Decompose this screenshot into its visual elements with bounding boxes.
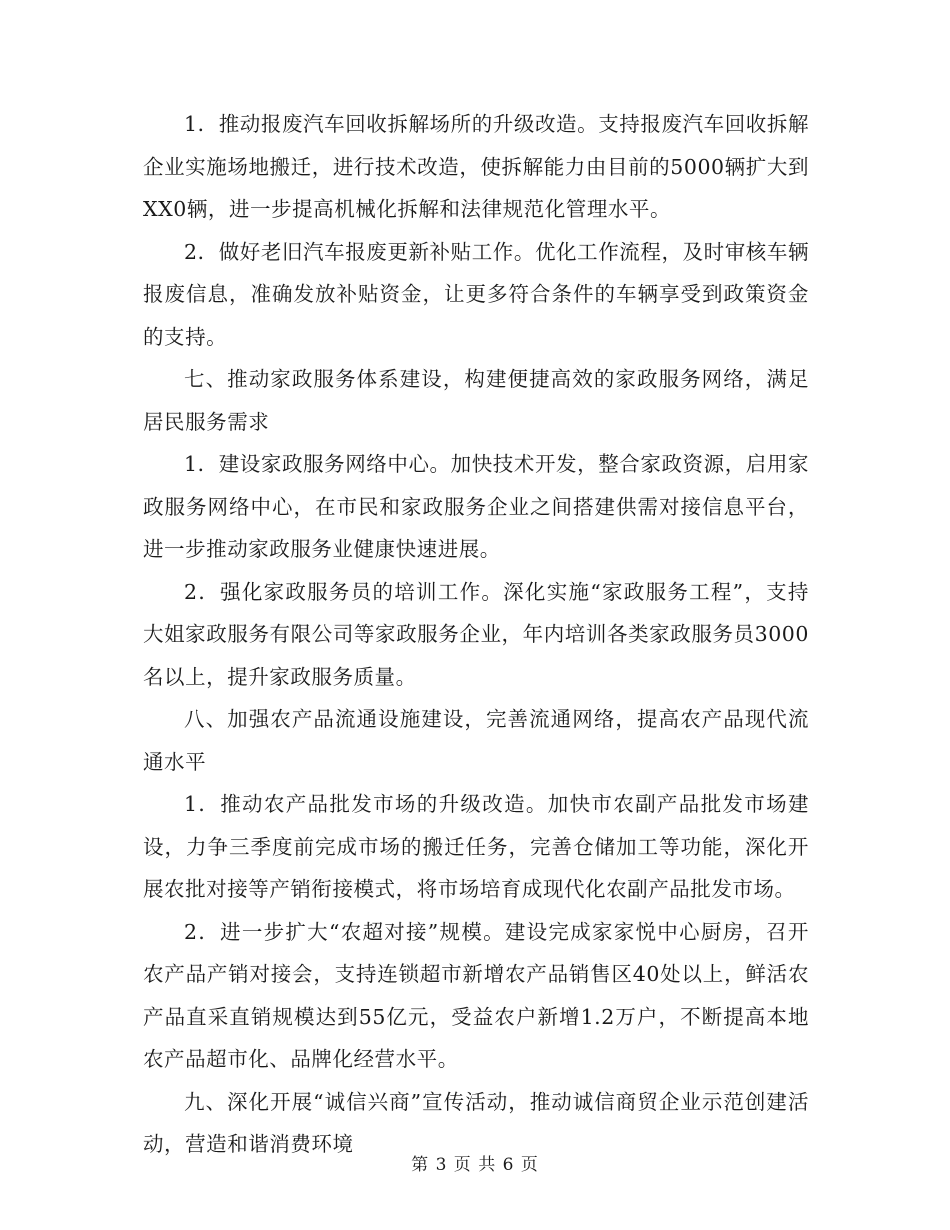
page-footer bbox=[0, 1150, 950, 1175]
paragraph-farm-supermarket-docking: 2．进一步扩大“农超对接”规模。建设完成家家悦中心厨房，召开农产品产销对接会，支持连锁超市新增农产品销售区40处以上，鲜活农产品直采直销规模达到55亿元，受益农户新增1.2万户，不断提高本地农产品超市化、品牌化经营水平。 bbox=[143, 919, 809, 1071]
paragraph-wholesale-market-upgrade: 1．推动农产品批发市场的升级改造。加快市农副产品批发市场建设，力争三季度前完成市场的搬迁任务，完善仓储加工等功能，深化开展农批对接等产销衔接模式，将市场培育成现代化农副产品批发市场。 bbox=[143, 792, 809, 901]
section-heading-agricultural-circulation: 八、加强农产品流通设施建设，完善流通网络，提高农产品现代流通水平 bbox=[143, 707, 809, 774]
paragraph-housekeeping-network-center: 1．建设家政服务网络中心。加快技术开发，整合家政资源，启用家政服务网络中心，在市民和家政服务企业之间搭建供需对接信息平台，进一步推动家政服务业健康快速进展。 bbox=[143, 452, 809, 561]
paragraph-scrap-car-subsidy: 2．做好老旧汽车报废更新补贴工作。优化工作流程，及时审核车辆报废信息，准确发放补贴资金，让更多符合条件的车辆享受到政策资金的支持。 bbox=[143, 239, 809, 349]
paragraph-housekeeping-training: 2．强化家政服务员的培训工作。深化实施“家政服务工程”，支持大姐家政服务有限公司等家政服务企业，年内培训各类家政服务员3000名以上，提升家政服务质量。 bbox=[143, 579, 809, 689]
document-body bbox=[143, 103, 809, 1166]
section-heading-housekeeping-services: 七、推动家政服务体系建设，构建便捷高效的家政服务网络，满足居民服务需求 bbox=[143, 367, 809, 434]
section-heading-integrity-commerce: 九、深化开展“诚信兴商”宣传活动，推动诚信商贸企业示范创建活动，营造和谐消费环境 bbox=[143, 1089, 809, 1156]
paragraph-scrap-car-dismantling-upgrade: 1．推动报废汽车回收拆解场所的升级改造。支持报废汽车回收拆解企业实施场地搬迁，进行技术改造，使拆解能力由目前的5000辆扩大到XX0辆，进一步提高机械化拆解和法律规范化管理水平。 bbox=[143, 112, 809, 221]
page-number: 第 3 页 共 6 页 bbox=[411, 1155, 539, 1175]
